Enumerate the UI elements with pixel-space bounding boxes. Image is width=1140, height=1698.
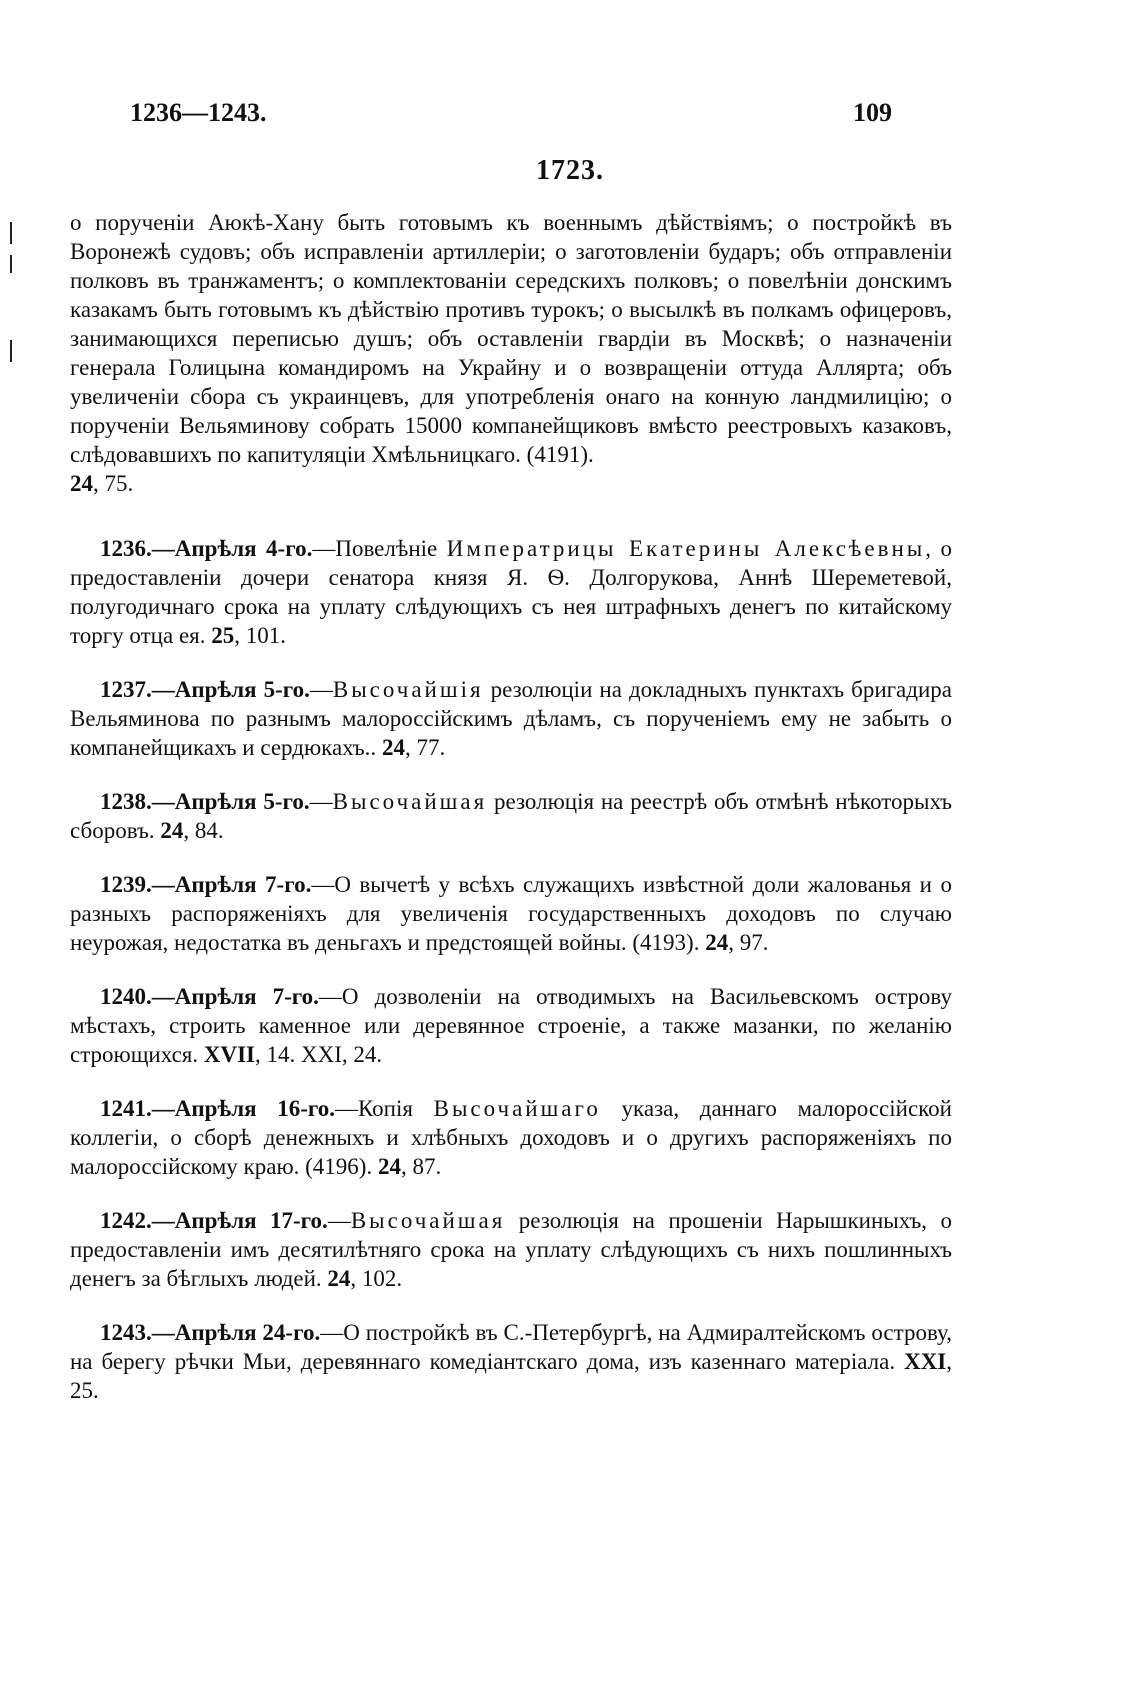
entry-spaced: Высочайшая <box>332 789 488 814</box>
entry-intro: —Копія <box>334 1096 434 1121</box>
ref-page: , 84. <box>183 818 224 843</box>
entry-date: —Апрѣля 16-го. <box>151 1096 335 1121</box>
entry-1239 <box>70 870 952 957</box>
entry-intro: —О дозволеніи на отводимыхъ на Васильевскомъ острову мѣстахъ, строить каменное или деревянное строеніе, а также мазанки, по желанію строющихся. <box>70 984 952 1067</box>
ref-volume: 24 <box>70 471 93 496</box>
ref-volume: 25 <box>211 623 235 648</box>
entry-text: указа, даннаго малороссійской коллегіи, о сборѣ денежныхъ и хлѣбныхъ доходовъ и о другихъ распоряженіяхъ по малороссійскому краю. (4196). <box>70 1096 952 1179</box>
page-number: 109 <box>853 98 892 127</box>
entry-date: —Апрѣля 5-го. <box>151 789 310 814</box>
entry-number: 1239. <box>100 872 152 897</box>
entry-number: 1240. <box>100 984 152 1009</box>
entry-intro: —Повелѣніе <box>312 536 447 561</box>
entry-text: , о предоставленіи дочери сенатора князя Я. Ѳ. Долгорукова, Аннѣ Шереметевой, полугодичнаго срока на уплату слѣдующихъ съ нея штрафныхъ денегъ по китайскому торгу отца ея. <box>70 536 952 648</box>
margin-mark <box>10 222 12 244</box>
ref-volume: 24 <box>327 1266 351 1291</box>
entry-number: 1243. <box>100 1320 152 1345</box>
entry-1242 <box>70 1206 952 1293</box>
entry-range: 1236—1243. <box>130 98 267 127</box>
ref-page: , 97. <box>728 930 769 955</box>
entry-date: —Апрѣля 4-го. <box>151 536 313 561</box>
entry-number: 1236. <box>100 536 152 561</box>
entry-intro: — <box>309 789 333 814</box>
entry-1236 <box>70 534 952 650</box>
running-head <box>130 98 892 138</box>
entry-text: резолюція на реестрѣ объ отмѣнѣ нѣкоторыхъ сборовъ. <box>70 789 952 843</box>
entry-1243 <box>70 1318 952 1405</box>
continuation-text: о порученіи Аюкѣ-Хану быть готовымъ къ военнымъ дѣйствіямъ; о постройкѣ въ Воронежѣ судовъ; объ исправленіи артиллеріи; о заготовленіи бударъ; объ отправленіи полковъ въ транжаментъ; о комплектованіи середскихъ полковъ; о повелѣніи донскимъ казакамъ быть готовымъ къ дѣйствію противъ турокъ; о высылкѣ въ полкамъ офицеровъ, занимающихся переписью душъ; объ оставленіи гвардіи въ Москвѣ; о назначеніи генерала Голицына командиромъ на Украйну и о возвращеніи оттуда Аллярта; объ увеличеніи сбора съ украинцевъ, для употребленія онаго на конную ландмилицію; о порученіи Вельяминову собрать 15000 компанейщиковъ вмѣсто реестровыхъ казаковъ, слѣдовавшихъ по капитуляціи Хмѣльницкаго. (4191). <box>70 210 952 467</box>
ref-volume: XXI <box>904 1349 947 1374</box>
entry-intro: —О вычетѣ у всѣхъ служащихъ извѣстной доли жалованья и о разныхъ распоряженіяхъ для увеличенія государственныхъ доходовъ по случаю неурожая, недостатка въ деньгахъ и предстоящей войны. (4193). <box>70 872 952 955</box>
entry-number: 1241. <box>100 1096 152 1121</box>
entry-1240 <box>70 982 952 1069</box>
entry-date: —Апрѣля 5-го. <box>151 677 310 702</box>
entry-number: 1238. <box>100 789 152 814</box>
entry-text: резолюціи на докладныхъ пунктахъ бригадира Вельяминова по разнымъ малороссійскимъ дѣламъ, съ порученіемъ ему не забыть о компанейщикахъ и сердюкахъ.. <box>70 677 952 760</box>
year-heading: 1723. <box>536 155 604 186</box>
entry-number: 1237. <box>100 677 152 702</box>
ref-page: , 87. <box>400 1154 442 1179</box>
entry-1237 <box>70 675 952 762</box>
ref-page: , 77. <box>404 735 446 760</box>
entry-date: —Апрѣля 24-го. <box>151 1320 321 1345</box>
ref-volume: 24 <box>377 1154 401 1179</box>
entry-spaced: Высочайшаго <box>433 1096 601 1121</box>
ref-volume: XVII <box>203 1042 255 1067</box>
entry-intro: —О постройкѣ въ С.-Петербургѣ, на Адмиралтейскомъ острову, на берегу рѣчки Мьи, деревяннаго комедіантскаго дома, изъ казеннаго матеріала. <box>70 1320 952 1374</box>
continuation-paragraph <box>70 208 952 498</box>
ref-volume: 24 <box>381 735 405 760</box>
entry-text: резолюція на прошеніи Нарышкиныхъ, о предоставленіи имъ десятилѣтняго срока на уплату слѣдующихъ съ нихъ пошлинныхъ денегъ за бѣглыхъ людей. <box>70 1208 952 1291</box>
entry-intro: — <box>327 1208 351 1233</box>
ref-page: , 101. <box>234 623 286 648</box>
ref-volume: 24 <box>705 930 729 955</box>
margin-mark <box>10 255 12 273</box>
entry-date: —Апрѣля 7-го. <box>151 872 312 897</box>
ref-page: , 14. XXI, 24. <box>255 1042 383 1067</box>
entry-number: 1242. <box>100 1208 152 1233</box>
margin-mark <box>10 340 12 362</box>
entry-spaced: Высочайшія <box>332 677 484 702</box>
entry-spaced: Императрицы Екатерины Алексѣевны <box>446 536 926 561</box>
entry-1238 <box>70 787 952 845</box>
ref-page: , 102. <box>350 1266 403 1291</box>
entry-date: —Апрѣля 7-го. <box>151 984 319 1009</box>
entry-1241 <box>70 1094 952 1181</box>
entry-intro: — <box>309 677 333 702</box>
entry-spaced: Высочайшая <box>350 1208 506 1233</box>
body-text <box>70 208 952 1430</box>
entry-date: —Апрѣля 17-го. <box>151 1208 328 1233</box>
ref-page: , 25. <box>70 1349 952 1403</box>
ref-page: , 75. <box>93 471 134 496</box>
ref-volume: 24 <box>160 818 184 843</box>
